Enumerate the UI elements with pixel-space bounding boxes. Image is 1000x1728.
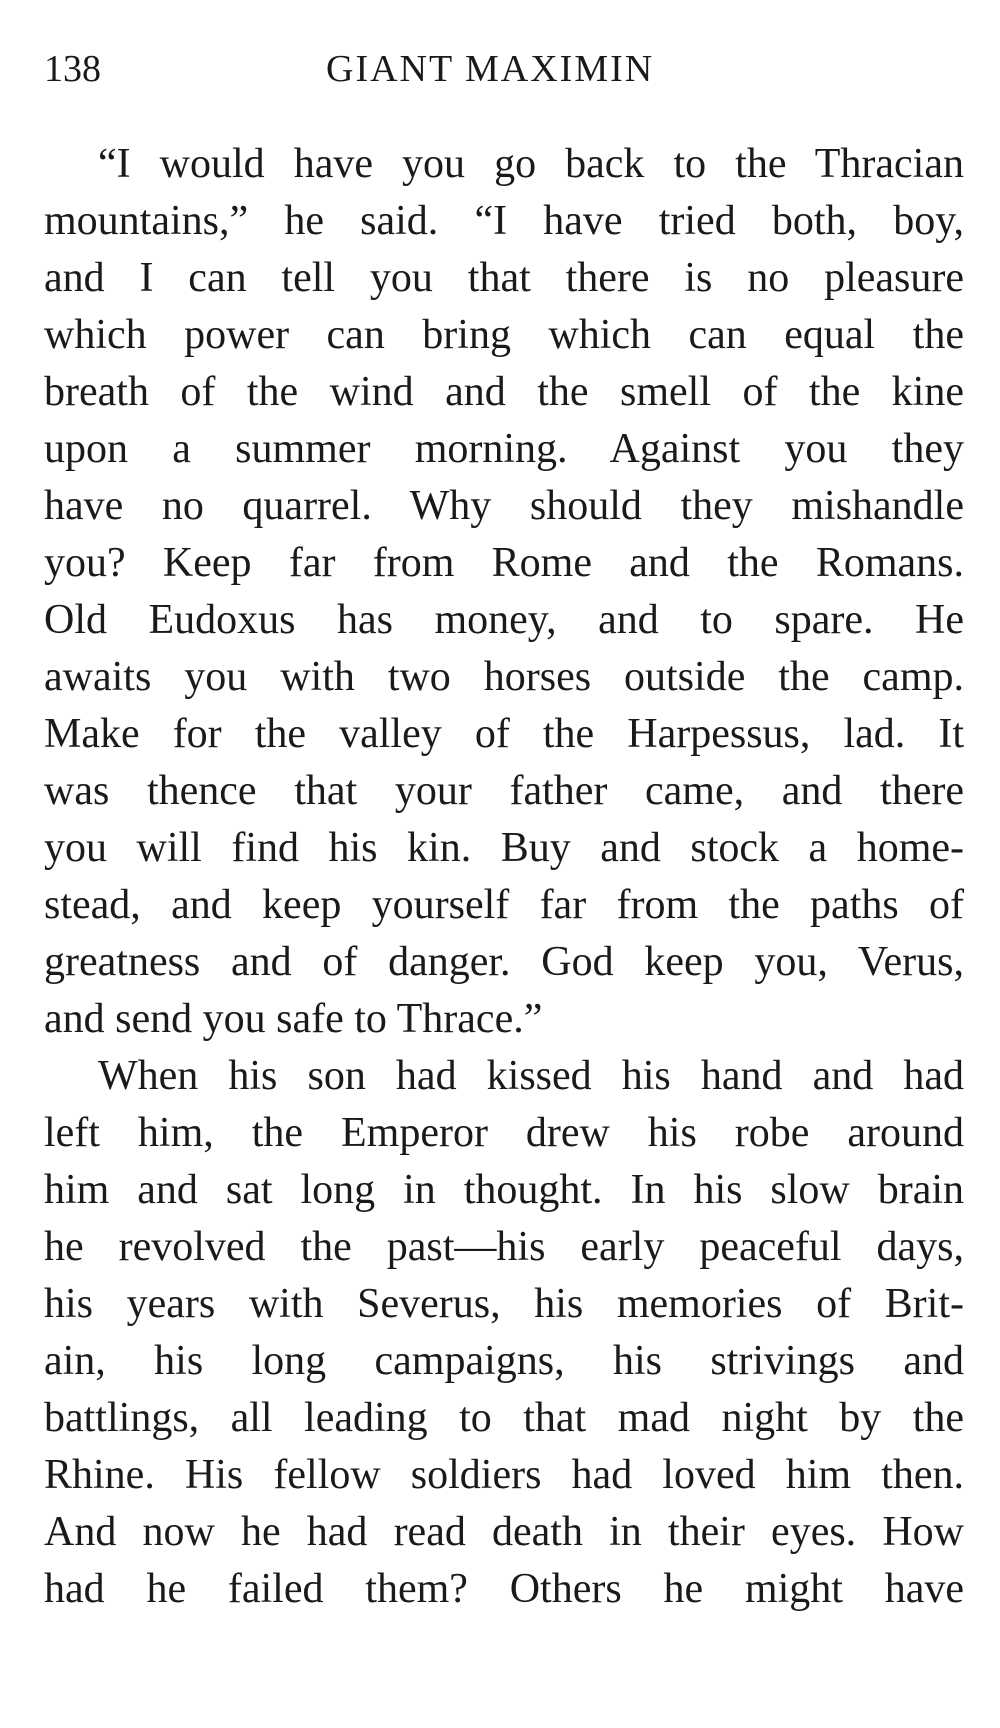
text-line: Rhine. His fellow soldiers had loved him then. [44, 1452, 964, 1498]
text-line: him and sat long in thought. In his slow brain [44, 1167, 964, 1213]
text-line: ain, his long campaigns, his strivings and [44, 1338, 964, 1384]
text-line: which power can bring which can equal the [44, 312, 964, 358]
text-line: And now he had read death in their eyes. How [44, 1509, 964, 1555]
text-line: “I would have you go back to the Thracian [98, 141, 964, 187]
paragraph [44, 136, 964, 1048]
text-line: breath of the wind and the smell of the kine [44, 369, 964, 415]
text-line: and I can tell you that there is no pleasure [44, 255, 964, 301]
page-number: 138 [44, 48, 101, 90]
text-line: you will find his kin. Buy and stock a home- [44, 825, 964, 871]
text-line: his years with Severus, his memories of Brit- [44, 1281, 964, 1327]
text-line: and send you safe to Thrace.” [44, 996, 543, 1042]
text-line: Make for the valley of the Harpessus, lad. It [44, 711, 964, 757]
text-line: awaits you with two horses outside the camp. [44, 654, 964, 700]
text-line: greatness and of danger. God keep you, Verus, [44, 939, 964, 985]
text-line: mountains,” he said. “I have tried both, boy, [44, 198, 964, 244]
paragraph [44, 1048, 964, 1618]
text-line: he revolved the past—his early peaceful days, [44, 1224, 964, 1270]
running-head: GIANT MAXIMIN [326, 48, 655, 90]
text-line: had he failed them? Others he might have [44, 1566, 964, 1612]
text-line: stead, and keep yourself far from the paths of [44, 882, 964, 928]
text-line: upon a summer morning. Against you they [44, 426, 964, 472]
page-header [44, 44, 964, 94]
text-line: left him, the Emperor drew his robe around [44, 1110, 964, 1156]
text-line: battlings, all leading to that mad night by the [44, 1395, 964, 1441]
text-line: was thence that your father came, and there [44, 768, 964, 814]
text-line: When his son had kissed his hand and had [98, 1053, 964, 1099]
text-line: you? Keep far from Rome and the Romans. [44, 540, 964, 586]
body-text [44, 136, 964, 1618]
text-line: Old Eudoxus has money, and to spare. He [44, 597, 964, 643]
text-line: have no quarrel. Why should they mishandle [44, 483, 964, 529]
